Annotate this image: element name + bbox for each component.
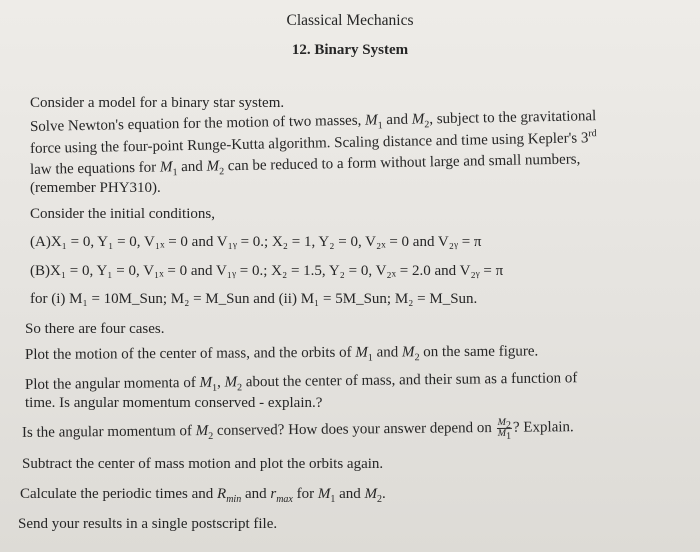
calculate-text: Calculate the periodic times and $R_{min}$ and $r_{max}$ for $M_1$ and $M_2$. (20, 486, 386, 505)
course-title: Classical Mechanics (286, 12, 414, 29)
m2-question-text: Is the angular momentum of $M_2$ conserved? How does your answer depend on $\frac{M_2}{M_1}$ ? Explain. (21, 416, 574, 442)
solve-line-1: Solve Newton's equation for the motion of two masses, $M_1$ and $M_2$, subject to the gravitational (29, 108, 597, 135)
four-cases-text: So there are four cases. (25, 321, 165, 337)
case-a-conditions: (A)X₁ = 0, Y₁ = 0, V₁ₓ = 0 and V₁ᵧ = 0.; X₂ = 1, Y₂ = 0, V₂ₓ = 0 and V₂ᵧ = π (30, 234, 482, 250)
plot-motion-text: Plot the motion of the center of mass, and the orbits of $M_1$ and $M_2$ on the same figure. (24, 343, 539, 364)
send-results-text: Send your results in a single postscript file. (18, 516, 278, 532)
conditions-intro: Consider the initial conditions, (30, 206, 215, 222)
intro-text: Consider a model for a binary star system. (30, 95, 285, 111)
assignment-title: 12. Binary System (291, 42, 409, 58)
solve-line-4: (remember PHY310). (30, 180, 161, 196)
solve-line-2: force using the four-point Runge-Kutta algorithm. Scaling distance and time using Kepler's 3rd (29, 128, 597, 157)
case-b-conditions: (B)X₁ = 0, Y₁ = 0, V₁ₓ = 0 and V₁ᵧ = 0.; X₂ = 1.5, Y₂ = 0, V₂ₓ = 2.0 and V₂ᵧ = π (30, 263, 504, 279)
plot-angular-line-1: Plot the angular momenta of $M_1$, $M_2$ about the center of mass, and their sum as a function of (24, 370, 578, 394)
subtract-text: Subtract the center of mass motion and plot the orbits again. (22, 456, 384, 472)
mass-cases: for (i) M₁ = 10M_Sun; M₂ = M_Sun and (ii) M₁ = 5M_Sun; M₂ = M_Sun. (30, 291, 478, 307)
solve-line-3: law the equations for $M_1$ and $M_2$ can be reduced to a form without large and small numbers, (29, 151, 581, 179)
plot-angular-line-2: time. Is angular momentum conserved - explain.? (25, 395, 323, 411)
